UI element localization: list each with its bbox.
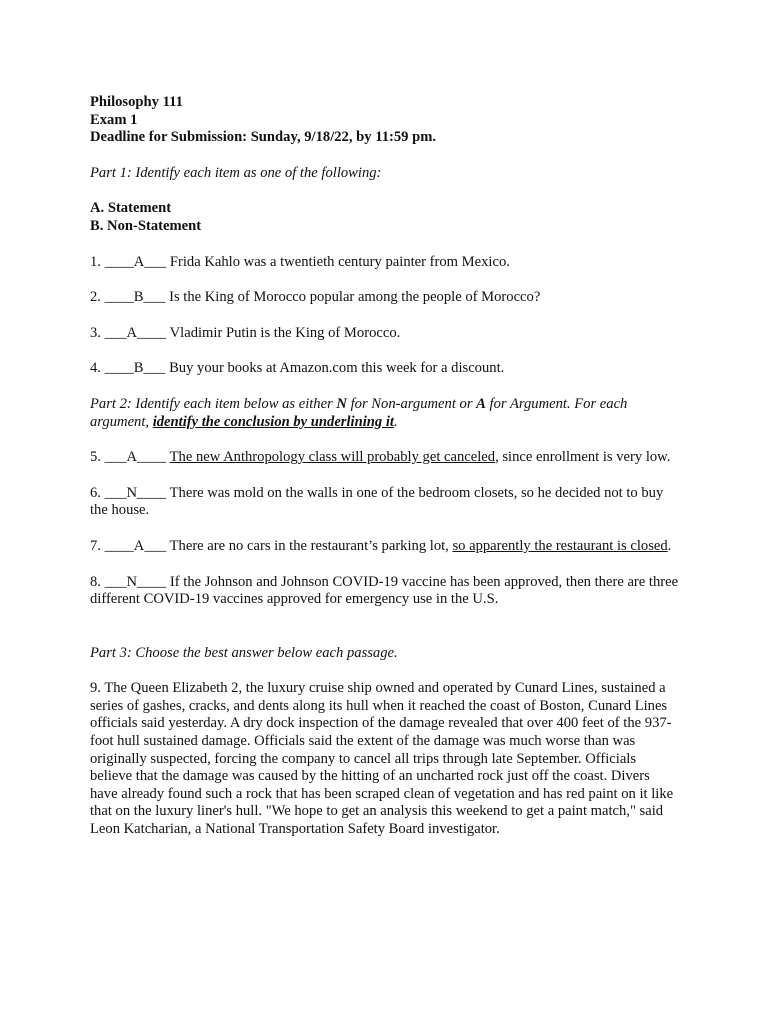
question-text: , since enrollment is very low.	[495, 449, 671, 466]
question-5	[90, 449, 680, 467]
question-2	[90, 289, 680, 307]
a-letter: A	[476, 395, 486, 412]
answer-blank: ____A___	[104, 537, 167, 554]
option-b: B. Non-Statement	[90, 217, 202, 234]
question-number: 8.	[90, 573, 101, 590]
deadline-line: Deadline for Submission: Sunday, 9/18/22, by 11:59 pm.	[90, 129, 437, 146]
instruction-text: .	[393, 413, 398, 430]
answer-blank: ___N____	[104, 573, 167, 590]
answer-blank: ____B___	[104, 360, 166, 377]
question-4	[90, 360, 680, 378]
passage-text: The Queen Elizabeth 2, the luxury cruise ship owned and operated by Cunard Lines, sustained a series of gashes, cracks, and dents along its hull when it reached the coast of Boston, Cunard Lines officials said yesterday. A dry dock inspection of the damage revealed that over 400 feet of the 937-foot hull sustained damage. Officials said the extent of the damage was much worse than was originally suspected, forcing the company to cancel all trips through late September. Officials believe that the damage was caused by the hitting of an uncharted rock just off the coast. Divers have already found such a rock that has been scraped clean of vegetation and has red paint on it like that on the luxury liner's hull. "We hope to get an analysis this weekend to get a paint match," said Leon Katcharian, a National Transportation Safety Board investigator.	[90, 680, 674, 838]
exam-document	[90, 94, 680, 839]
course-title: Philosophy 111	[90, 94, 183, 110]
exam-title: Exam 1	[90, 111, 138, 128]
passage-9	[90, 680, 680, 838]
option-a: A. Statement	[90, 200, 172, 217]
underlined-conclusion: The new Anthropology class will probably get canceled	[169, 449, 496, 466]
instruction-text: Part 2: Identify each item below as either	[90, 395, 337, 412]
answer-blank: ____A___	[104, 253, 167, 270]
question-number: 1.	[90, 253, 101, 270]
question-number: 6.	[90, 484, 101, 501]
answer-blank: ___A____	[104, 324, 167, 341]
question-number: 5.	[90, 449, 101, 466]
part3-instruction: Part 3: Choose the best answer below each passage.	[90, 644, 398, 661]
underlined-conclusion: so apparently the restaurant is closed	[452, 537, 668, 554]
question-6	[90, 485, 680, 520]
answer-blank: ___A____	[104, 449, 167, 466]
answer-blank: ____B___	[104, 289, 166, 306]
part2-instruction	[90, 396, 680, 431]
question-text: .	[667, 537, 672, 554]
answer-blank: ___N____	[104, 484, 167, 501]
instruction-text: for Non-argument or	[346, 395, 477, 412]
question-number: 7.	[90, 537, 101, 554]
question-number: 4.	[90, 360, 101, 377]
question-text: Is the King of Morocco popular among the people of Morocco?	[169, 289, 541, 306]
question-text: There are no cars in the restaurant’s parking lot,	[169, 537, 453, 554]
passage-number: 9.	[90, 680, 101, 697]
question-text: If the Johnson and Johnson COVID-19 vaccine has been approved, then there are three different COVID-19 vaccines approved for emergency use in the U.S.	[90, 573, 679, 608]
instruction-emphasis: identify the conclusion by underlining it	[152, 413, 394, 430]
part1-instruction: Part 1: Identify each item as one of the following:	[90, 164, 382, 181]
question-7	[90, 538, 680, 556]
question-text: Frida Kahlo was a twentieth century painter from Mexico.	[169, 253, 510, 270]
question-number: 2.	[90, 289, 101, 306]
question-text: Buy your books at Amazon.com this week for a discount.	[169, 360, 505, 377]
question-text: There was mold on the walls in one of the bedroom closets, so he decided not to buy the house.	[90, 484, 664, 519]
question-text: Vladimir Putin is the King of Morocco.	[169, 324, 401, 341]
question-3	[90, 325, 680, 343]
question-1	[90, 254, 680, 272]
question-8	[90, 574, 680, 609]
instruction-text: for Argument. For each argument,	[90, 395, 628, 430]
question-number: 3.	[90, 324, 101, 341]
n-letter: N	[336, 395, 347, 412]
